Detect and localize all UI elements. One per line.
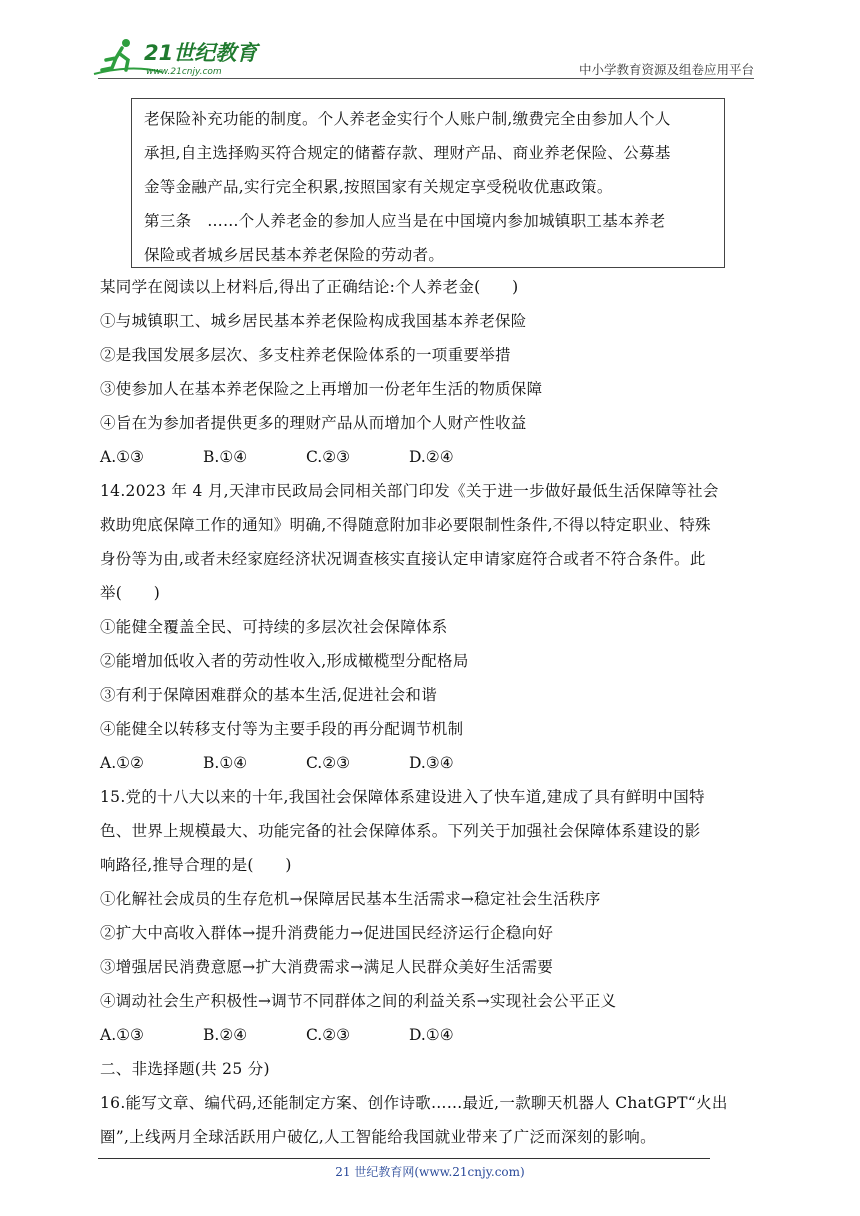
answer-options: [100, 746, 760, 780]
option-d: D.②④: [409, 448, 454, 466]
statement-item: ④能健全以转移支付等为主要手段的再分配调节机制: [100, 720, 464, 738]
material-line: 老保险补充功能的制度。个人养老金实行个人账户制,缴费完全由参加人个人: [144, 110, 671, 128]
option-c: C.②③: [306, 448, 351, 466]
option-c: C.②③: [306, 754, 351, 772]
material-box: [131, 98, 725, 268]
statement-item: ②是我国发展多层次、多支柱养老保险体系的一项重要举措: [100, 346, 511, 364]
option-d: D.①④: [409, 1026, 454, 1044]
footer-divider: [98, 1158, 710, 1159]
material-line: 承担,自主选择购买符合规定的储蓄存款、理财产品、商业养老保险、公募基: [144, 144, 671, 162]
material-line: 第三条 ……个人养老金的参加人应当是在中国境内参加城镇职工基本养老: [144, 212, 666, 230]
statement-item: ③有利于保障困难群众的基本生活,促进社会和谐: [100, 686, 438, 704]
questions: [100, 270, 760, 1154]
question-stem: 色、世界上规模最大、功能完备的社会保障体系。下列关于加强社会保障体系建设的影: [100, 822, 701, 840]
option-a: A.①③: [100, 1026, 144, 1044]
statement-item: ③使参加人在基本养老保险之上再增加一份老年生活的物质保障: [100, 380, 543, 398]
statement-item: ④调动社会生产积极性→调节不同群体之间的利益关系→实现社会公平正义: [100, 992, 617, 1010]
question-stem: 救助兜底保障工作的通知》明确,不得随意附加非必要限制性条件,不得以特定职业、特殊: [100, 516, 711, 534]
question-stem: 15.党的十八大以来的十年,我国社会保障体系建设进入了快车道,建成了具有鲜明中国特: [100, 788, 705, 806]
statement-item: ②能增加低收入者的劳动性收入,形成橄榄型分配格局: [100, 652, 469, 670]
answer-options: [100, 1018, 760, 1052]
question-stem: 16.能写文章、编代码,还能制定方案、创作诗歌……最近,一款聊天机器人 ChatGPT“火出: [100, 1094, 728, 1112]
option-b: B.①④: [203, 448, 248, 466]
material-line: 金等金融产品,实行完全积累,按照国家有关规定享受税收优惠政策。: [144, 178, 613, 196]
option-c: C.②③: [306, 1026, 351, 1044]
logo-subtext: www.21cnjy.com: [146, 67, 222, 77]
site-logo: [92, 34, 262, 80]
question-stem: 响路径,推导合理的是( ): [100, 856, 292, 874]
question-16: [100, 1086, 760, 1154]
section-title: 二、非选择题(共 25 分): [100, 1060, 270, 1078]
option-d: D.③④: [409, 754, 454, 772]
answer-options: [100, 440, 760, 474]
statement-item: ①能健全覆盖全民、可持续的多层次社会保障体系: [100, 618, 448, 636]
option-b: B.①④: [203, 754, 248, 772]
question-stem: 某同学在阅读以上材料后,得出了正确结论:个人养老金( ): [100, 278, 519, 296]
question-stem: 举( ): [100, 584, 161, 602]
statement-item: ①与城镇职工、城乡居民基本养老保险构成我国基本养老保险: [100, 312, 527, 330]
question-13: [100, 270, 760, 474]
question-14: [100, 474, 760, 780]
question-stem: 圈”,上线两月全球活跃用户破亿,人工智能给我国就业带来了广泛而深刻的影响。: [100, 1128, 656, 1146]
page-header: [0, 0, 860, 84]
option-a: A.①③: [100, 448, 144, 466]
page-footer: 21 世纪教育网(www.21cnjy.com): [335, 1165, 525, 1179]
statement-item: ③增强居民消费意愿→扩大消费需求→满足人民群众美好生活需要: [100, 958, 554, 976]
question-stem: 身份等为由,或者未经家庭经济状况调查核实直接认定申请家庭符合或者不符合条件。此: [100, 550, 706, 568]
platform-name: 中小学教育资源及组卷应用平台: [578, 62, 754, 77]
statement-item: ④旨在为参加者提供更多的理财产品从而增加个人财产性收益: [100, 414, 527, 432]
question-15: [100, 780, 760, 1052]
statement-item: ①化解社会成员的生存危机→保障居民基本生活需求→稳定社会生活秩序: [100, 890, 601, 908]
statement-item: ②扩大中高收入群体→提升消费能力→促进国民经济运行企稳向好: [100, 924, 554, 942]
option-b: B.②④: [203, 1026, 248, 1044]
option-a: A.①②: [100, 754, 144, 772]
header-divider: [98, 78, 754, 79]
question-stem: 14.2023 年 4 月,天津市民政局会同相关部门印发《关于进一步做好最低生活保障等社会: [100, 482, 719, 500]
material-line: 保险或者城乡居民基本养老保险的劳动者。: [144, 246, 445, 264]
logo-text: 21世纪教育: [144, 41, 258, 65]
